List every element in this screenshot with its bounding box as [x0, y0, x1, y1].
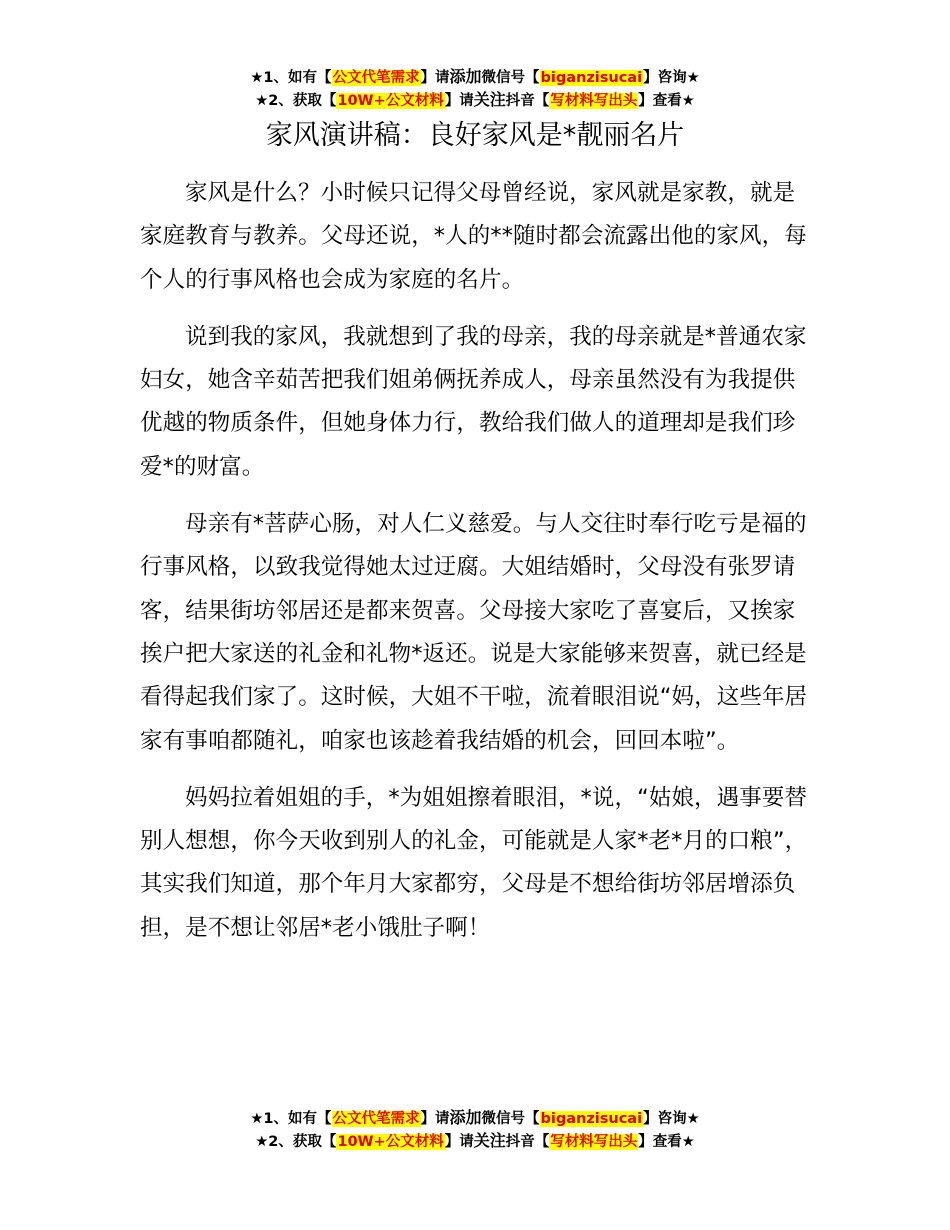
promo-text: 】查看★ [638, 93, 695, 109]
promo-text: ★2、获取【 [255, 93, 337, 109]
promo-line-1 [0, 66, 950, 89]
paragraph-4: 妈妈拉着姐姐的手，*为姐姐擦着眼泪，*说，“姑娘，遇事要替别人想想，你今天收到别人的礼金，可能就是人家*老*月的口粮”，其实我们知道，那个年月大家都穷，父母是不想给街坊邻居增添负担，是不想让邻居*老小饿肚子啊！ [140, 784, 808, 941]
highlight-text: 公文代笔需求 [332, 1111, 420, 1127]
paragraph-1: 家风是什么？小时候只记得父母曾经说，家风就是家教，就是家庭教育与教养。父母还说，*人的**随时都会流露出他的家风，每个人的行事风格也会成为家庭的名片。 [140, 180, 807, 293]
douyin-id-highlight: 写材料写出头 [550, 1134, 638, 1150]
promo-text: ★1、如有【 [250, 70, 332, 86]
promo-text: 】咨询★ [643, 1111, 700, 1127]
promo-text: ★2、获取【 [255, 1134, 337, 1150]
promo-line-2 [0, 89, 950, 112]
wechat-id-highlight: biganzisucai [540, 1111, 643, 1127]
promo-text: 微信号【 [481, 70, 540, 86]
document-title: 家风演讲稿：良好家风是*靓丽名片 [265, 120, 685, 151]
promo-text: 】请 [420, 1111, 450, 1127]
promo-line-2 [0, 1130, 950, 1153]
document-body [140, 172, 812, 964]
promo-text: ★1、如有【 [250, 1111, 332, 1127]
promo-line-1 [0, 1107, 950, 1130]
promo-text-emphasis: 关注 [473, 1131, 506, 1150]
promo-text-emphasis: 关注 [473, 90, 506, 109]
paragraph-3: 母亲有*菩萨心肠，对人仁义慈爱。与人交往时奉行吃亏是福的行事风格，以致我觉得她太过迂腐。大姐结婚时，父母没有张罗请客，结果街坊邻居还是都来贺喜。父母接大家吃了喜宴后，又挨家挨户把大家送的礼金和礼物*返还。说是大家能够来贺喜，就已经是看得起我们家了。这时候，大姐不干啦，流着眼泪说“妈，这些年居家有事咱都随礼，咱家也该趁着我结婚的机会，回回本啦”。 [140, 511, 808, 754]
highlight-text: 10W+公文材料 [337, 1134, 444, 1150]
promo-text: 】请 [444, 93, 474, 109]
footer-promo-banner [0, 1107, 950, 1153]
highlight-text: 公文代笔需求 [332, 70, 420, 86]
douyin-id-highlight: 写材料写出头 [550, 93, 638, 109]
promo-text: 微信号【 [481, 1111, 540, 1127]
wechat-id-highlight: biganzisucai [540, 70, 643, 86]
promo-text-emphasis: 添加 [449, 1108, 482, 1127]
promo-text-emphasis: 添加 [449, 67, 482, 86]
promo-text: 抖音【 [505, 1134, 550, 1150]
highlight-text: 10W+公文材料 [337, 93, 444, 109]
promo-text: 抖音【 [505, 93, 550, 109]
promo-text: 】咨询★ [643, 70, 700, 86]
header-promo-banner [0, 66, 950, 112]
promo-text: 】请 [444, 1134, 474, 1150]
promo-text: 】请 [420, 70, 450, 86]
paragraph-2: 说到我的家风，我就想到了我的母亲，我的母亲就是*普通农家妇女，她含辛茹苦把我们姐弟俩抚养成人，母亲虽然没有为我提供优越的物质条件，但她身体力行，教给我们做人的道理却是我们珍爱*的财富。 [140, 323, 807, 480]
promo-text: 】查看★ [638, 1134, 695, 1150]
